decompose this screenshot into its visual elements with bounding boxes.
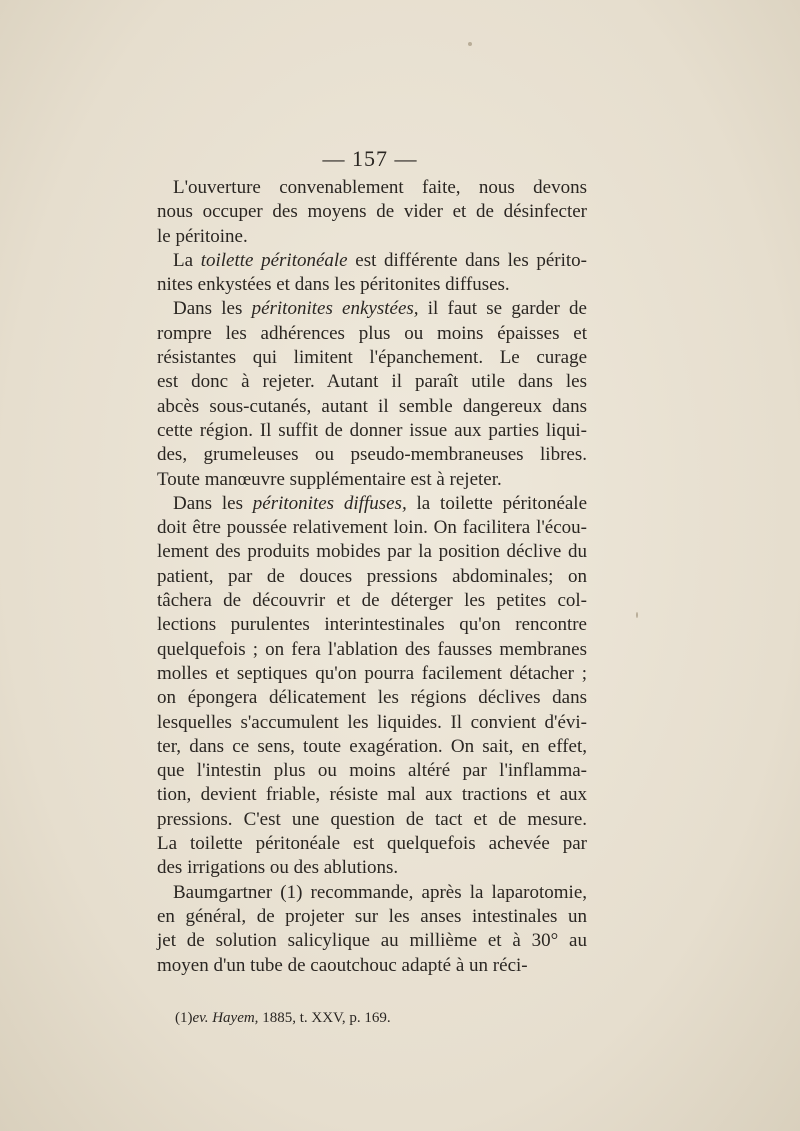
footnote-marker: (1) [175, 1010, 193, 1026]
paragraph [157, 249, 587, 298]
footnote-source: ev. Hayem, [192, 1010, 259, 1026]
text-fragment: est différente dans les périto- [347, 249, 587, 271]
text-line: La toilette péritonéale est quelquefois achevée par [157, 833, 587, 855]
text-fragment: Dans les [173, 492, 253, 514]
text-fragment: la toilette péritonéale [406, 492, 588, 514]
text-line [157, 297, 587, 321]
text-line: ter, dans ce sens, toute exagération. On sait, en effet, [157, 735, 587, 757]
text-line: molles et septiques qu'on pourra facilement détacher ; [157, 662, 587, 684]
text-line: rompre les adhérences plus ou moins épaisses et [157, 322, 587, 344]
paragraph [157, 176, 587, 249]
paragraph [157, 881, 587, 978]
text-line: quelquefois ; on fera l'ablation des fausses membranes [157, 638, 587, 660]
text-line: doit être poussée relativement loin. On facilitera l'écou- [157, 517, 587, 539]
text-line: Toute manœuvre supplémentaire est à rejeter. [157, 468, 502, 490]
text-line: jet de solution salicylique au millième et à 30° au [157, 930, 587, 952]
text-line: que l'intestin plus ou moins altéré par l'inflamma- [157, 760, 587, 782]
body-text [157, 176, 587, 978]
text-line [157, 492, 587, 516]
text-fragment: La [173, 249, 201, 271]
text-line: cette région. Il suffit de donner issue aux parties liqui- [157, 419, 587, 441]
text-line: est donc à rejeter. Autant il paraît utile dans les [157, 371, 587, 393]
text-fragment: Dans les [173, 298, 252, 320]
text-line: tion, devient friable, résiste mal aux tractions et aux [157, 784, 587, 806]
footnote-detail: 1885, t. XXV, p. 169. [258, 1010, 391, 1026]
footnote [175, 1010, 391, 1027]
text-line: des, grumeleuses ou pseudo-membraneuses libres. [157, 444, 587, 466]
text-line: des irrigations ou des ablutions. [157, 857, 399, 879]
text-line: le péritoine. [157, 225, 248, 247]
text-line: nites enkystées et dans les péritonites diffuses. [157, 274, 510, 296]
paragraph [157, 492, 587, 881]
page-number: — 157 — [322, 146, 418, 171]
text-line: Baumgartner (1) recommande, après la laparotomie, [173, 881, 587, 903]
text-line: tâchera de découvrir et de déterger les petites col- [157, 590, 587, 612]
italic-term: péritonites enkystées, [251, 298, 419, 320]
paragraph [157, 297, 587, 491]
text-line: abcès sous-cutanés, autant il semble dangereux dans [157, 395, 587, 417]
text-line: on épongera délicatement les régions déclives dans [157, 687, 587, 709]
text-line: pressions. C'est une question de tact et de mesure. [157, 808, 587, 830]
paper-speck [636, 612, 638, 618]
text-line: nous occuper des moyens de vider et de désinfecter [157, 201, 587, 223]
text-line: en général, de projeter sur les anses intestinales un [157, 905, 587, 927]
italic-term: péritonites diffuses, [252, 492, 407, 514]
text-line [157, 249, 587, 273]
paper-speck [468, 42, 472, 46]
text-line: moyen d'un tube de caoutchouc adapté à un réci- [157, 954, 528, 976]
text-fragment: il faut se garder de [418, 298, 587, 320]
text-line: résistantes qui limitent l'épanchement. Le curage [157, 347, 587, 369]
text-line: patient, par de douces pressions abdominales; on [157, 565, 587, 587]
text-line: lections purulentes interintestinales qu'on rencontre [157, 614, 587, 636]
italic-term: toilette péritonéale [200, 249, 348, 271]
text-line: lement des produits mobides par la position déclive du [157, 541, 587, 563]
text-line: lesquelles s'accumulent les liquides. Il convient d'évi- [157, 711, 587, 733]
text-line: L'ouverture convenablement faite, nous devons [173, 177, 587, 198]
